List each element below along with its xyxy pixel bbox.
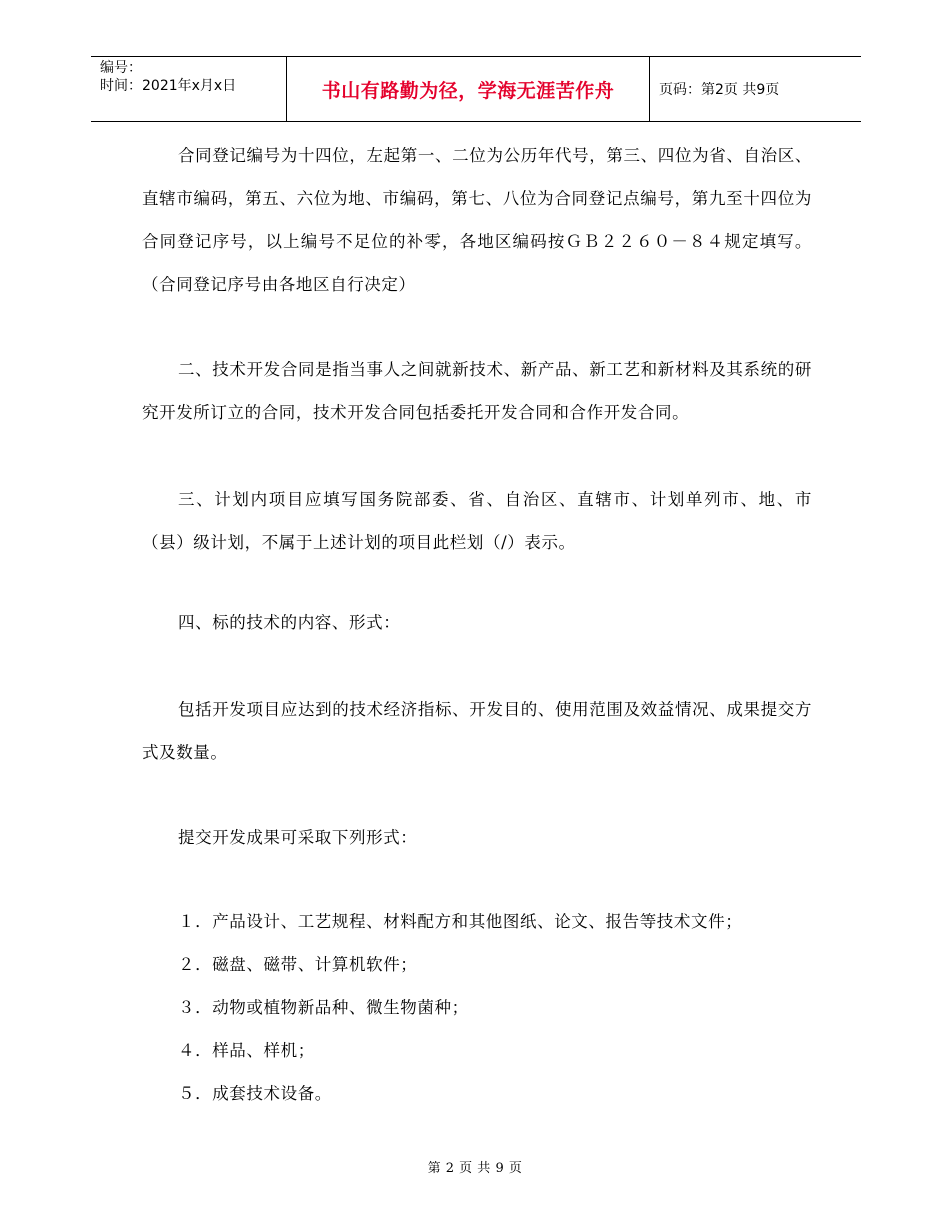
list-item: ４．样品、样机； <box>178 1041 315 1060</box>
paragraph-subject-content: 包括开发项目应达到的技术经济指标、开发目的、使用范围及效益情况、成果提交方式及数量。 <box>142 700 812 762</box>
header-page-info-cell <box>650 57 861 121</box>
page-header <box>91 56 861 122</box>
paragraph-result-forms: 提交开发成果可采取下列形式： <box>178 828 418 847</box>
paragraph-subject-heading: 四、标的技术的内容、形式： <box>178 613 401 632</box>
list-item: ２．磁盘、磁带、计算机软件； <box>178 955 418 974</box>
list-item: ３．动物或植物新品种、微生物菌种； <box>178 998 469 1017</box>
list-item: １．产品设计、工艺规程、材料配方和其他图纸、论文、报告等技术文件； <box>178 912 743 931</box>
footer-page-number: 第 2 页 共 9 页 <box>427 1161 523 1176</box>
page-footer <box>0 1157 950 1176</box>
document-number-label: 编号： <box>100 60 142 76</box>
list-item: ５．成套技术设备。 <box>178 1084 332 1103</box>
paragraph-tech-dev-contract: 二、技术开发合同是指当事人之间就新技术、新产品、新工艺和新材料及其系统的研究开发所订立的合同，技术开发合同包括委托开发合同和合作开发合同。 <box>142 360 812 422</box>
header-motto: 书山有路勤为径，学海无涯苦作舟 <box>321 79 615 102</box>
header-motto-cell <box>286 57 650 121</box>
paragraph-planned-projects: 三、计划内项目应填写国务院部委、省、自治区、直辖市、计划单列市、地、市（县）级计划，不属于上述计划的项目此栏划（/）表示。 <box>142 490 812 552</box>
document-date: 时间：2021年x月x日 <box>100 78 237 94</box>
header-page-info: 页码：第2页 共9页 <box>659 82 780 98</box>
paragraph-registration-number: 合同登记编号为十四位，左起第一、二位为公历年代号，第三、四位为省、自治区、直辖市编码，第五、六位为地、市编码，第七、八位为合同登记点编号，第九至十四位为合同登记序号，以上编号不足位的补零，各地区编码按ＧＢ２２６０－８４规定填写。（合同登记序号由各地区自行决定） <box>142 146 812 294</box>
header-meta <box>91 57 286 121</box>
